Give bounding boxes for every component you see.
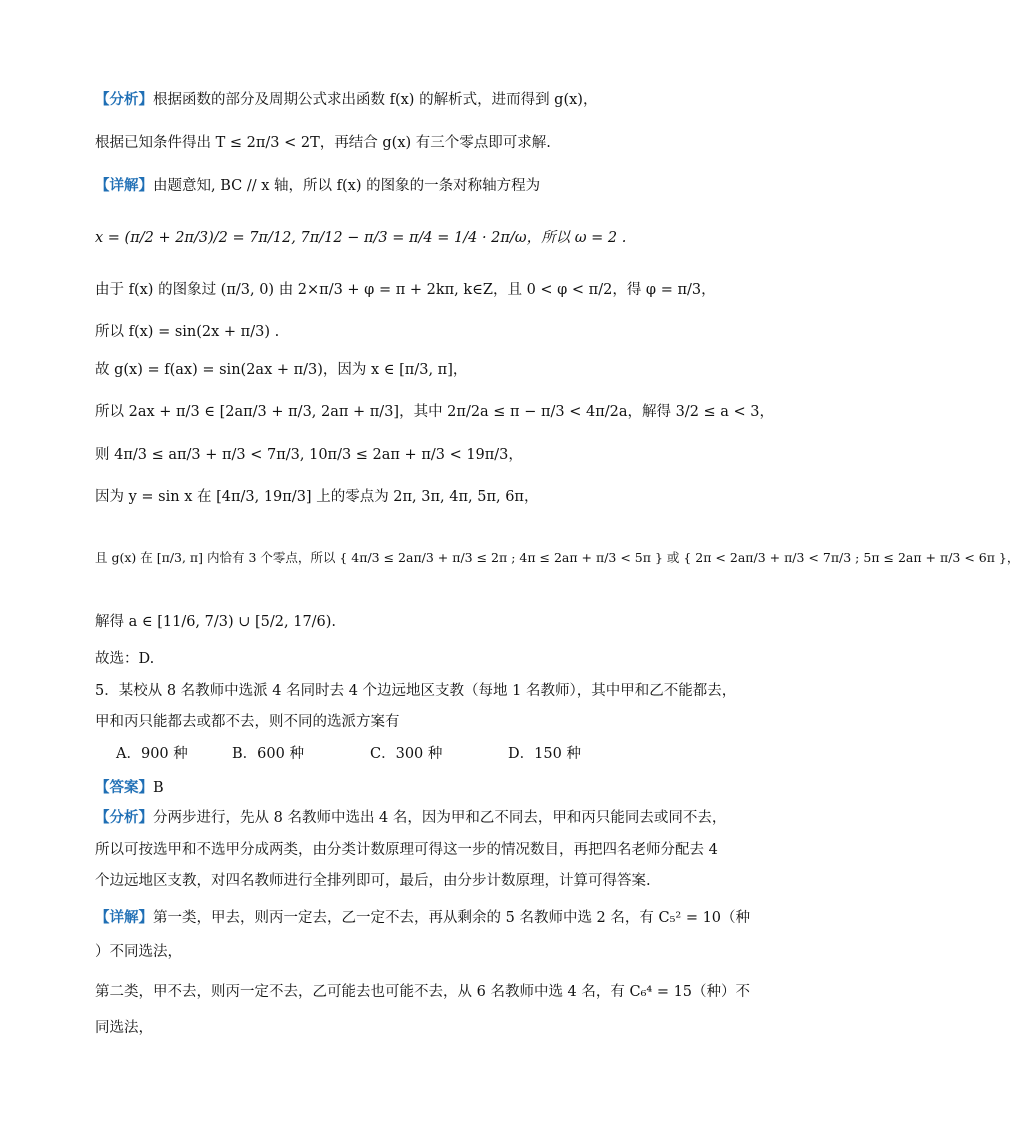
text-line: 故选：D. (95, 651, 155, 667)
text-line: 【分析】根据函数的部分及周期公式求出函数 f(x) 的解析式，进而得到 g(x)， (95, 91, 598, 108)
text-line: 【详解】第一类，甲去，则丙一定去，乙一定不去，再从剩余的 5 名教师中选 2 名，有 C₅² = 10（种 (95, 909, 751, 926)
option-a: A．900 种 (116, 746, 188, 762)
text-line: 所以可按选甲和不选甲分成两类，由分类计数原理可得这一步的情况数目，再把四名老师分配去 4 (95, 842, 718, 858)
text-line: 第二类，甲不去，则丙一定不去，乙可能去也可能不去，从 6 名教师中选 4 名，有 C₆⁴ = 15（种）不 (95, 984, 751, 1000)
text-line: 个边远地区支教，对四名教师进行全排列即可，最后，由分步计数原理，计算可得答案. (95, 873, 651, 889)
section-tag: 【详解】 (95, 909, 153, 926)
text-line: 由于 f(x) 的图象过 (π/3, 0) 由 2×π/3 + φ = π + 2kπ, k∈Z，且 0 < φ < π/2，得 φ = π/3， (95, 282, 716, 298)
text-line: 故 g(x) = f(ax) = sin(2ax + π/3)，因为 x ∈ [π/3, π]， (95, 362, 468, 378)
section-tag: 【分析】 (95, 91, 153, 108)
section-tag: 【分析】 (95, 809, 153, 826)
answer-line: 【答案】B (95, 779, 164, 796)
option-d: D．150 种 (508, 746, 581, 762)
option-c: C．300 种 (370, 746, 443, 762)
text-line: 同选法， (95, 1020, 153, 1036)
text-line: 所以 2ax + π/3 ∈ [2aπ/3 + π/3, 2aπ + π/3]，其中 2π/2a ≤ π − π/3 < 4π/2a，解得 3/2 ≤ a < 3， (95, 404, 775, 420)
question-line: 5．某校从 8 名教师中选派 4 名同时去 4 个边远地区支教（每地 1 名教师），其中甲和乙不能都去， (95, 683, 737, 699)
text-line: 且 g(x) 在 [π/3, π] 内恰有 3 个零点，所以 { 4π/3 ≤ 2aπ/3 + π/3 ≤ 2π ; 4π ≤ 2aπ + π/3 < 5π } 或 { 2π < 2aπ/3 + π/3 < 7π/3 ; 5π ≤ 2aπ + π/3 < 6π }， (95, 550, 1019, 565)
text-line: 【详解】由题意知, BC // x 轴，所以 f(x) 的图象的一条对称轴方程为 (95, 177, 541, 194)
text-line: 【分析】分两步进行，先从 8 名教师中选出 4 名，因为甲和乙不同去，甲和丙只能同去或同不去， (95, 809, 727, 826)
section-tag: 【详解】 (95, 177, 153, 194)
text-line: ）不同选法， (95, 944, 182, 960)
formula-line: x = (π/2 + 2π/3)/2 = 7π/12, 7π/12 − π/3 = π/4 = 1/4 · 2π/ω，所以 ω = 2 . (95, 230, 627, 246)
text-line: 因为 y = sin x 在 [4π/3, 19π/3] 上的零点为 2π, 3π, 4π, 5π, 6π， (95, 489, 539, 505)
text-line: 所以 f(x) = sin(2x + π/3) . (95, 324, 280, 340)
question-line: 甲和丙只能都去或都不去，则不同的选派方案有 (95, 714, 400, 730)
text-line: 根据已知条件得出 T ≤ 2π/3 < 2T，再结合 g(x) 有三个零点即可求解. (95, 135, 551, 151)
option-b: B．600 种 (232, 746, 304, 762)
text-line: 则 4π/3 ≤ aπ/3 + π/3 < 7π/3, 10π/3 ≤ 2aπ + π/3 < 19π/3， (95, 447, 523, 463)
text-line: 解得 a ∈ [11/6, 7/3) ∪ [5/2, 17/6). (95, 614, 337, 630)
section-tag: 【答案】 (95, 779, 153, 796)
